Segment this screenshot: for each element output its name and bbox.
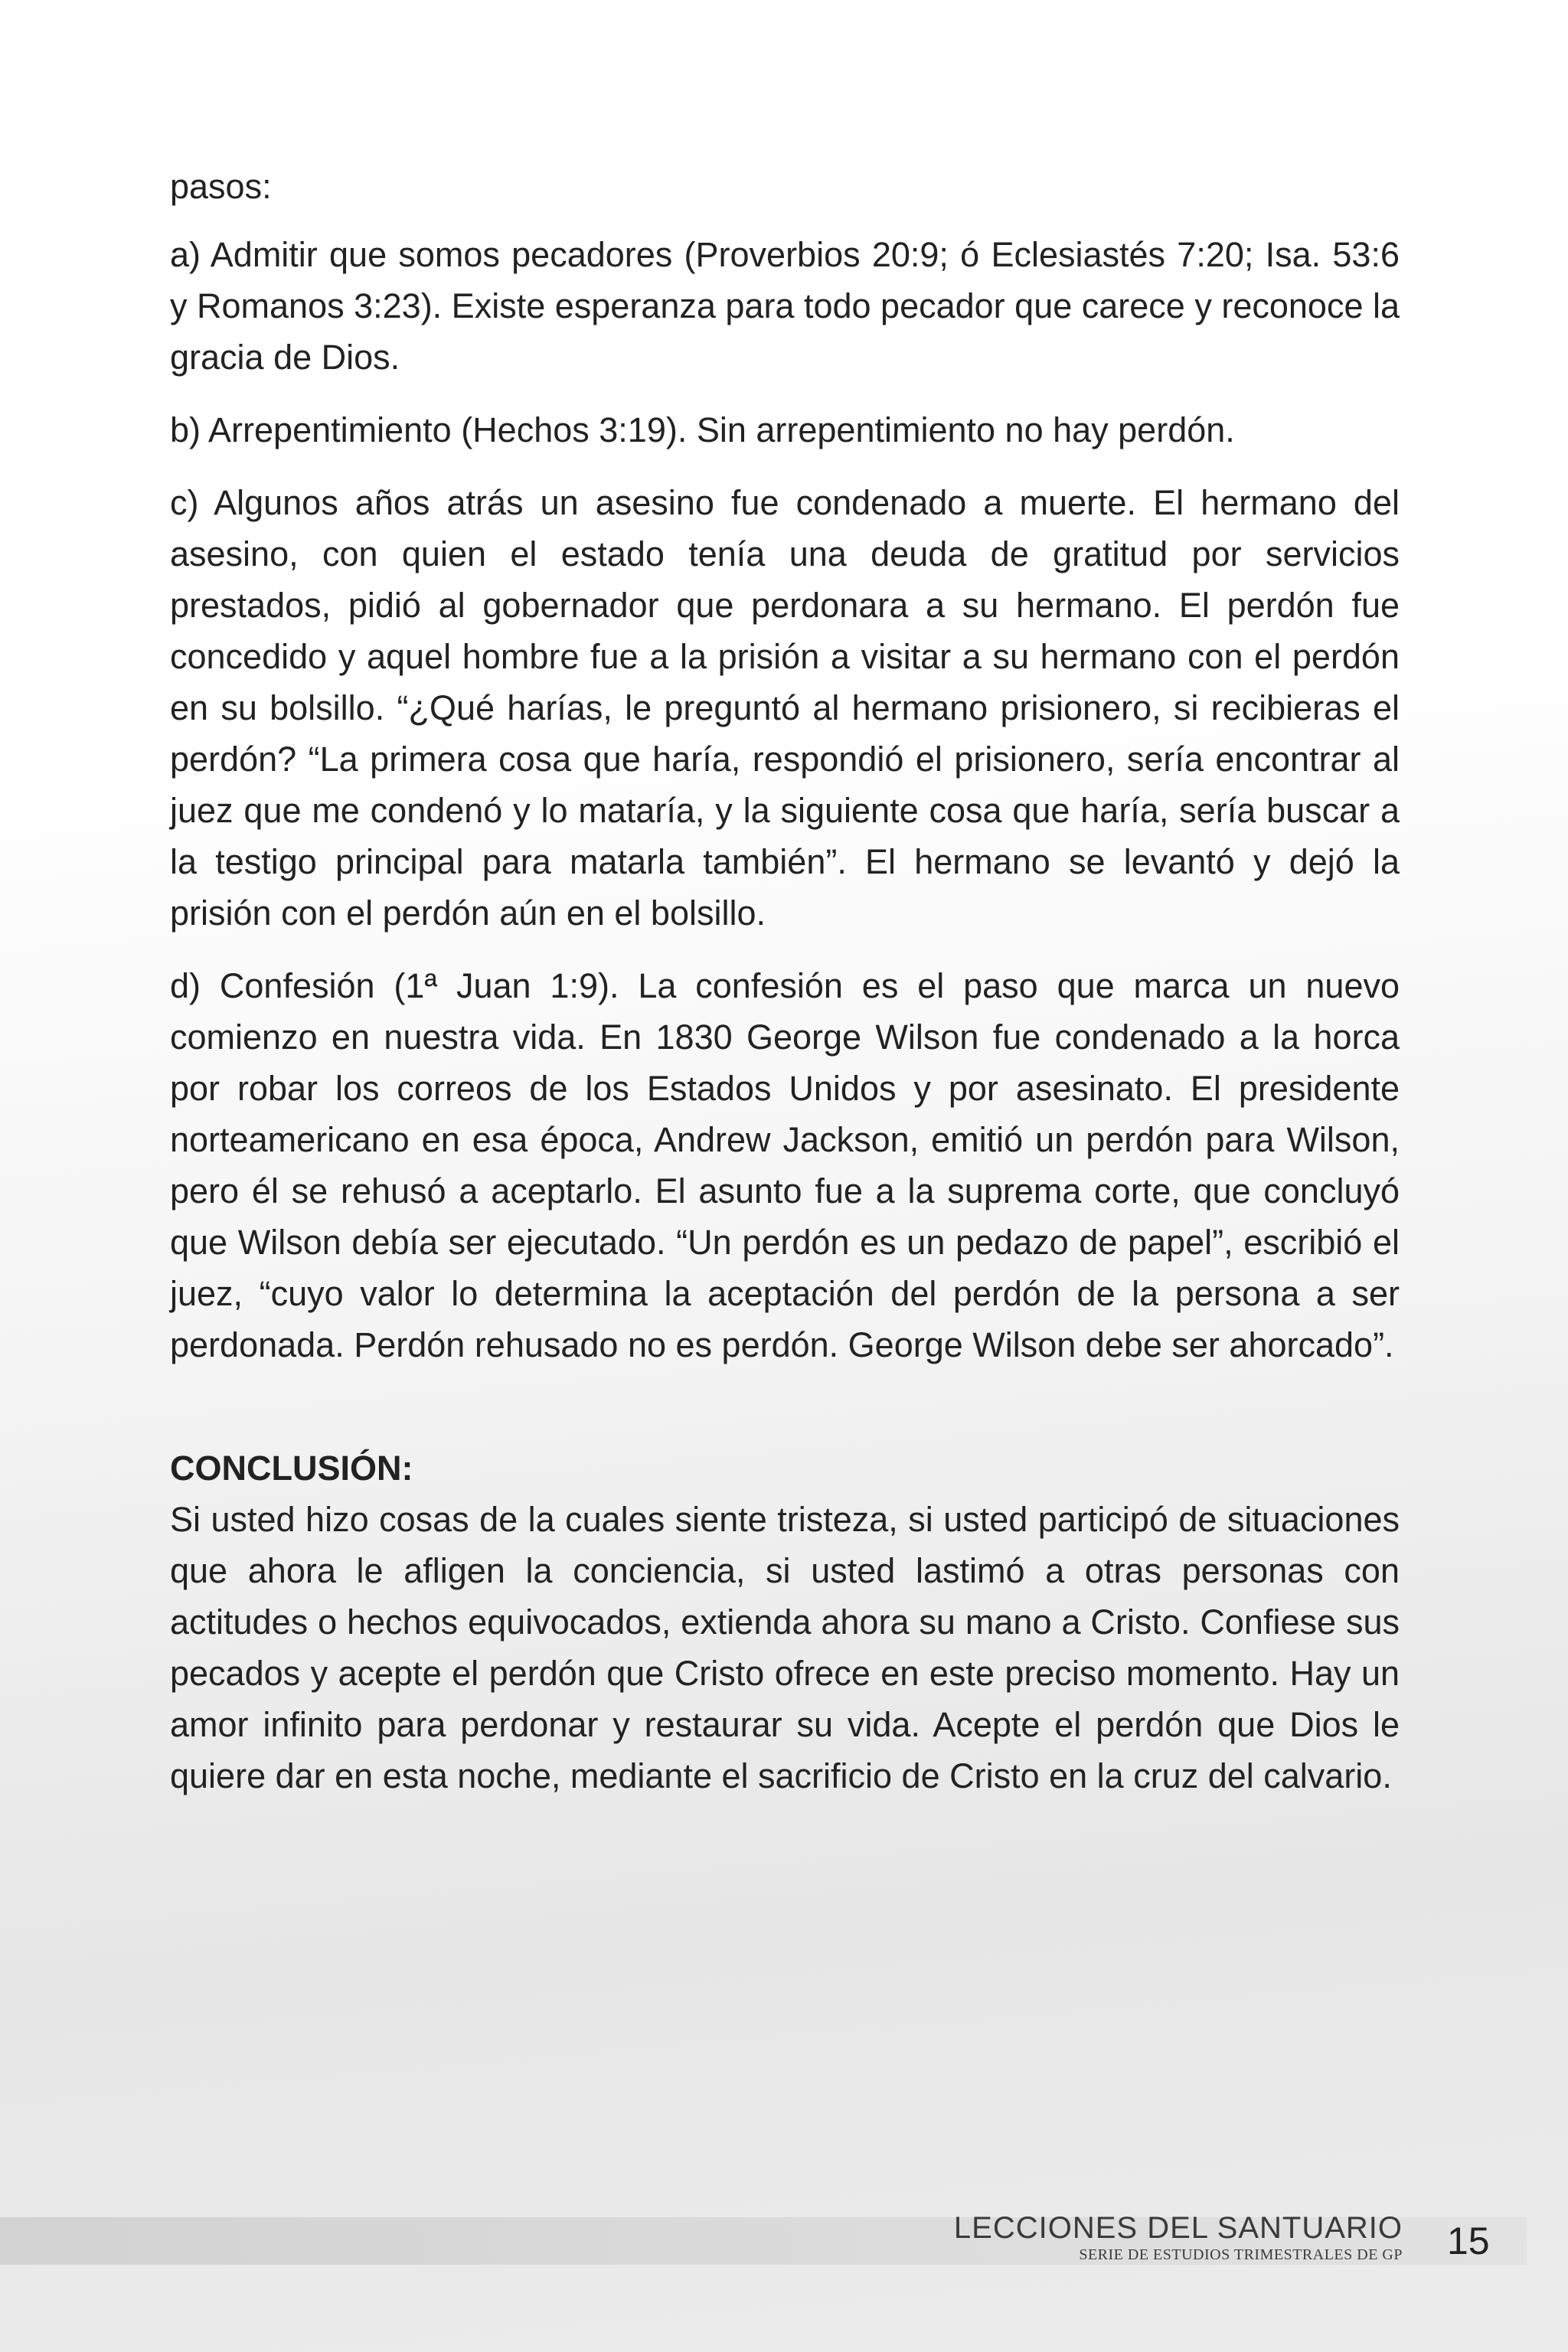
conclusion-section: [170, 1442, 1400, 1802]
footer-series-title: LECCIONES DEL SANTUARIO: [953, 2211, 1403, 2245]
intro-text: pasos:: [170, 167, 272, 206]
item-a-paragraph: a) Admitir que somos pecadores (Proverbios 20:9; ó Eclesiastés 7:20; Isa. 53:6 y Romanos 3:23). Existe esperanza para todo pecador que carece y reconoce la gracia de Dios.: [170, 235, 1400, 377]
conclusion-paragraph: Si usted hizo cosas de la cuales siente tristeza, si usted participó de situaciones que ahora le afligen la conciencia, si usted lastimó a otras personas con actitudes o hechos equivocados, extienda ahora su mano a Cristo. Confiese sus pecados y acepte el perdón que Cristo ofrece en este preciso momento. Hay un amor infinito para perdonar y restaurar su vida. Acepte el perdón que Dios le quiere dar en esta noche, mediante el sacrificio de Cristo en la cruz del calvario.: [170, 1500, 1400, 1795]
item-d-paragraph: d) Confesión (1ª Juan 1:9). La confesión es el paso que marca un nuevo comienzo en nuestra vida. En 1830 George Wilson fue condenado a la horca por robar los correos de los Estados Unidos y por asesinato. El presidente norteamericano en esa época, Andrew Jackson, emitió un perdón para Wilson, pero él se rehusó a aceptarlo. El asunto fue a la suprema corte, que concluyó que Wilson debía ser ejecutado. “Un perdón es un pedazo de papel”, escribió el juez, “cuyo valor lo determina la aceptación del perdón de la persona a ser perdonada. Perdón rehusado no es perdón. George Wilson debe ser ahorcado”.: [170, 966, 1400, 1364]
item-b-paragraph: b) Arrepentimiento (Hechos 3:19). Sin arrepentimiento no hay perdón.: [170, 410, 1235, 449]
page-number: 15: [1447, 2220, 1490, 2262]
page-body: [170, 161, 1400, 1823]
conclusion-heading: CONCLUSIÓN:: [170, 1449, 413, 1488]
footer-series-subtitle: SERIE DE ESTUDIOS TRIMESTRALES DE GP: [1079, 2246, 1403, 2263]
item-c-paragraph: c) Algunos años atrás un asesino fue condenado a muerte. El hermano del asesino, con quien el estado tenía una deuda de gratitud por servicios prestados, pidió al gobernador que perdonara a su hermano. El perdón fue concedido y aquel hombre fue a la prisión a visitar a su hermano con el perdón en su bolsillo. “¿Qué harías, le preguntó al hermano prisionero, si recibieras el perdón? “La primera cosa que haría, respondió el prisionero, sería encontrar al juez que me condenó y lo mataría, y la siguiente cosa que haría, sería buscar a la testigo principal para matarla también”. El hermano se levantó y dejó la prisión con el perdón aún en el bolsillo.: [170, 483, 1400, 933]
